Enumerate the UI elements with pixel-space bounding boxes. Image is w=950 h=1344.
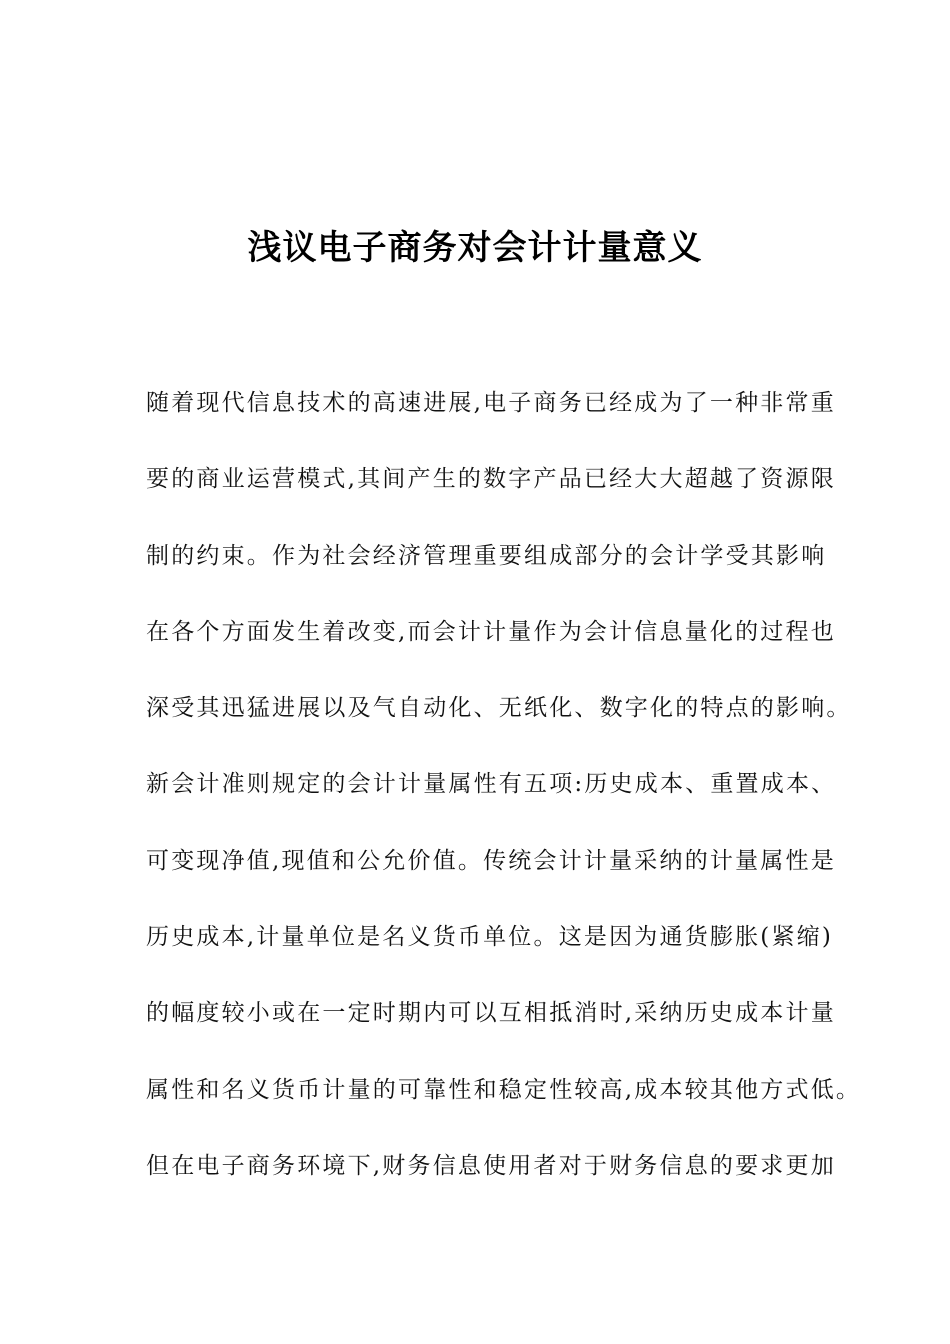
paragraph-line-2: 要的商业运营模式,其间产生的数字产品已经大大超越了资源限 (146, 466, 836, 493)
paragraph-line-1: 随着现代信息技术的高速进展,电子商务已经成为了一种非常重 (146, 390, 836, 416)
paragraph-line-6: 新会计准则规定的会计计量属性有五项:历史成本、重置成本、 (146, 771, 837, 798)
paragraph-line-10: 属性和名义货币计量的可靠性和稳定性较高,成本较其他方式低。 (146, 1076, 862, 1103)
paragraph-line-8: 历史成本,计量单位是名义货币单位。这是因为通货膨胀(紧缩) (146, 924, 834, 951)
document-body (146, 383, 862, 1222)
paragraph-line-5: 深受其迅猛进展以及气自动化、无纸化、数字化的特点的影响。 (146, 695, 852, 722)
paragraph-line-4: 在各个方面发生着改变,而会计计量作为会计信息量化的过程也 (146, 618, 836, 645)
paragraph-line-11: 但在电子商务环境下,财务信息使用者对于财务信息的要求更加 (146, 1152, 836, 1179)
paragraph-line-3: 制的约束。作为社会经济管理重要组成部分的会计学受其影响 (146, 542, 827, 569)
paragraph-line-7: 可变现净值,现值和公允价值。传统会计计量采纳的计量属性是 (146, 847, 836, 874)
document-title: 浅议电子商务对会计计量意义 (247, 228, 703, 268)
paragraph-line-9: 的幅度较小或在一定时期内可以互相抵消时,采纳历史成本计量 (146, 1000, 836, 1027)
